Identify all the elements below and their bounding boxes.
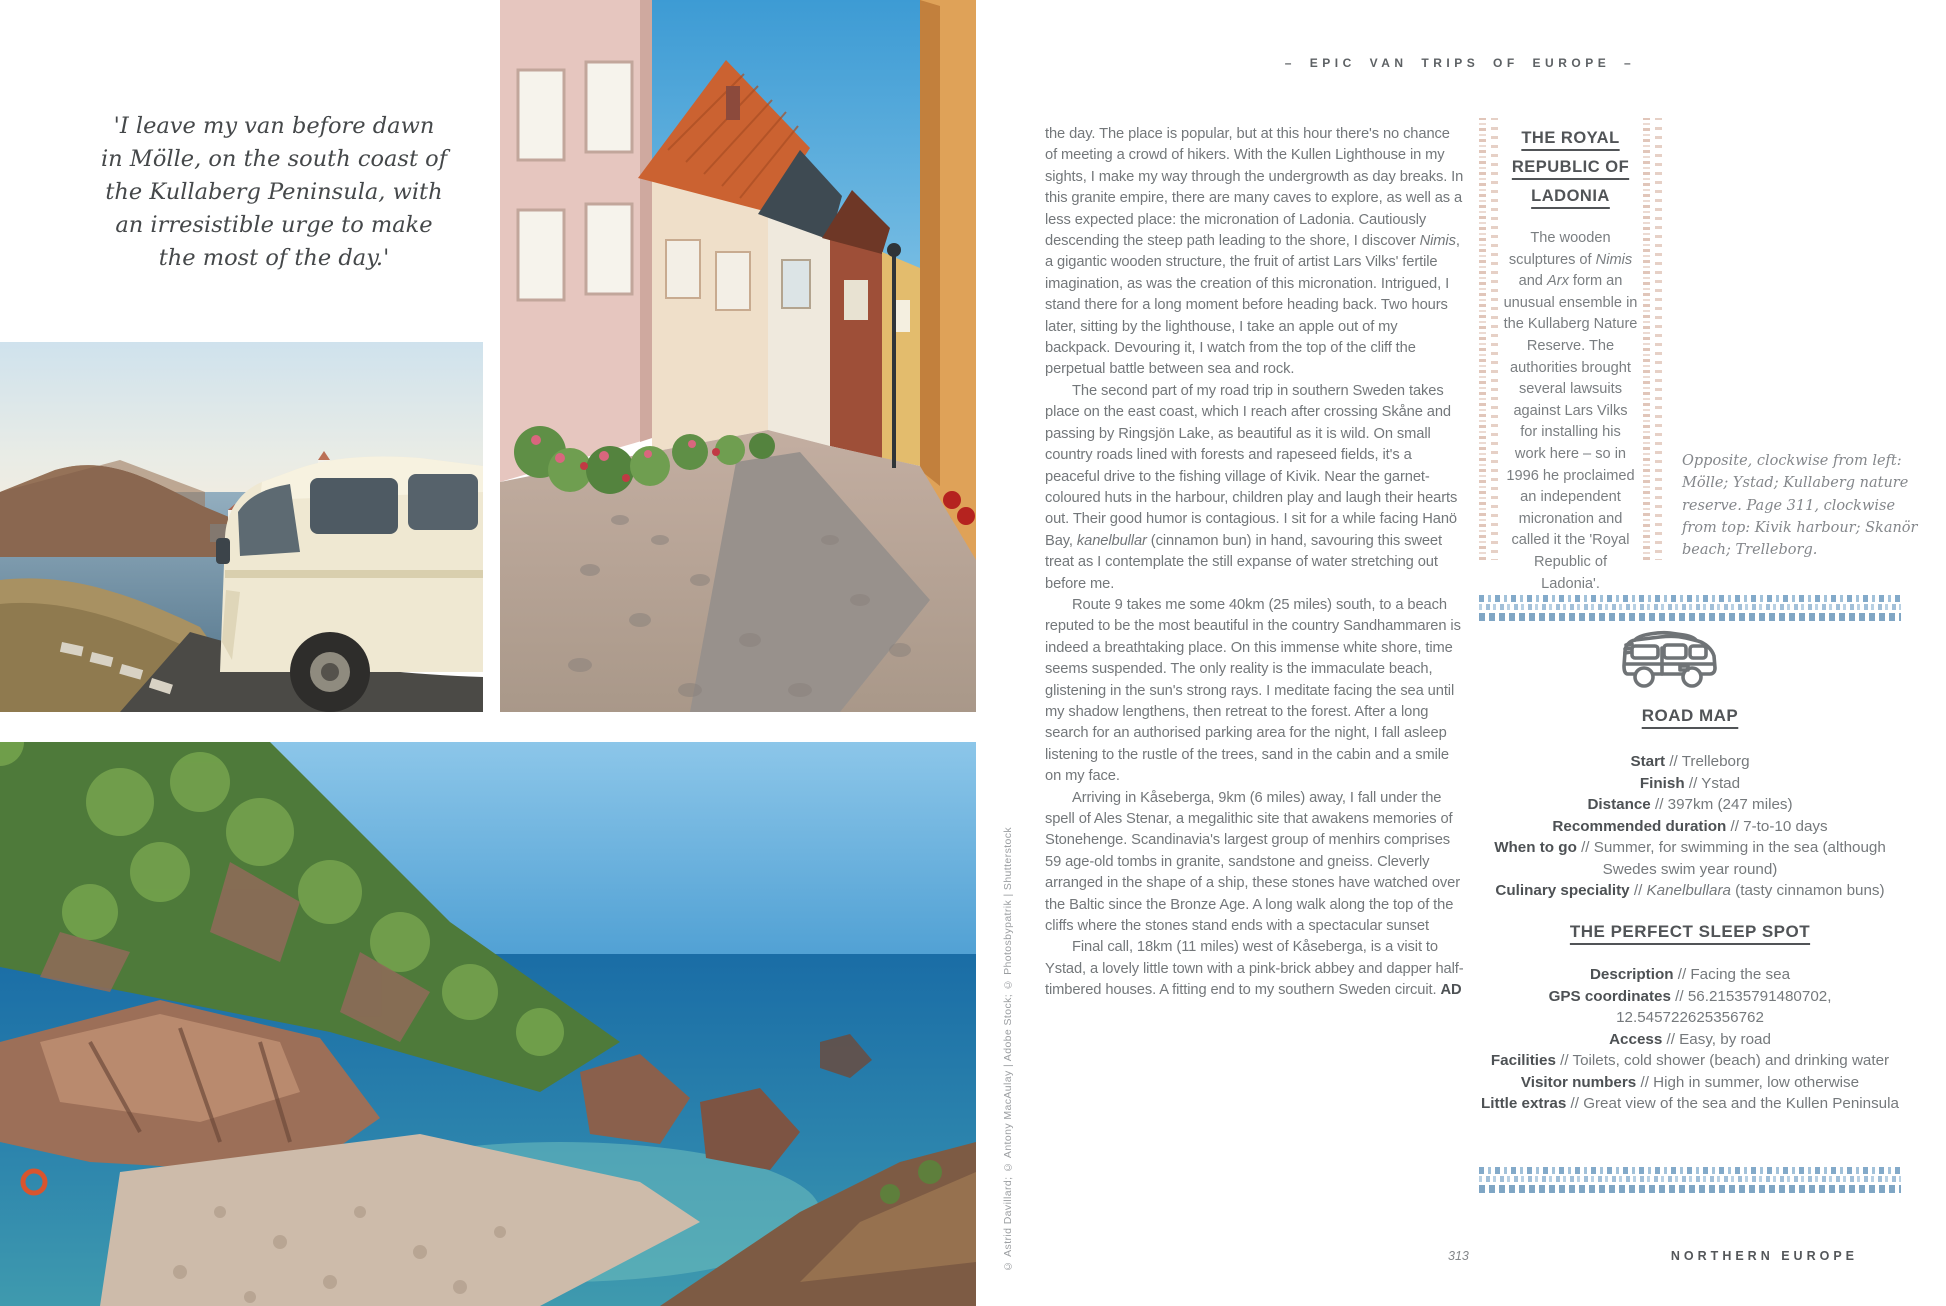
detail-line: Culinary speciality // Kanelbullara (tasty cinnamon buns): [1495, 882, 1885, 899]
roadmap-details: [1477, 751, 1903, 902]
detail-line: Little extras // Great view of the sea and the Kullen Peninsula: [1481, 1095, 1899, 1112]
tire-track-divider-icon: [1479, 594, 1901, 621]
detail-line: Description // Facing the sea: [1589, 966, 1791, 983]
campervan-icon: [1620, 630, 1720, 692]
sleepspot-details: [1477, 964, 1903, 1115]
running-header: – EPIC VAN TRIPS OF EUROPE –: [1284, 56, 1636, 70]
detail-line: Finish // Ystad: [1639, 774, 1741, 792]
detail-line: Start // Trelleborg: [1630, 753, 1750, 770]
article-body: [1045, 124, 1465, 1002]
detail-line: Visitor numbers // High in summer, low otherwise: [1520, 1073, 1860, 1091]
article-paragraph: the day. The place is popular, but at this hour there's no chance of meeting a crowd of hikers. With the Kullen Lighthouse in my sights, I make my way through the undergrowth as day breaks. In this granite empire, there are many caves to explore, as well as a less expected place: the micronation of Ladonia. Cautiously descending the steep path leading to the shore, I discover Nimis, a gigantic wooden structure, the fruit of artist Lars Vilks' fertile imagination, as was the creation of this micronation. Intrigued, I stand there for a long moment before heading back. Two hours later, sitting by the lighthouse, I take an apple out of my backpack. Devouring it, I watch from the top of the cliff the perpetual battle between sea and rock.: [1045, 126, 1464, 378]
sleepspot-title: THE PERFECT SLEEP SPOT: [1569, 922, 1811, 941]
detail-line: Access // Easy, by road: [1609, 1030, 1771, 1048]
ystad-street-illustration: [500, 0, 976, 712]
kullaberg-coast-illustration: [0, 742, 976, 1306]
photo-credit: © Astrid Davillard; © Antony MacAulay | Adobe Stock; © Photosbypatrik | Shutterstock: [1002, 826, 1014, 1272]
tire-track-border-left-icon: [1479, 118, 1498, 560]
photo-kullaberg-coast: [0, 742, 976, 1306]
photo-caption: Opposite, clockwise from left: Mölle; Ystad; Kullaberg nature reserve. Page 311, clockwise from top: Kivik harbour; Skanör beach; Trelleborg.: [1682, 453, 1918, 559]
detail-line: When to go // Summer, for swimming in the sea (although Swedes swim year round): [1494, 839, 1886, 878]
article-paragraph: Final call, 18km (11 miles) west of Kåseberga, is a visit to Ystad, a lovely little town with a pink-brick abbey and dapper half-timbered houses. A fitting end to my southern Sweden circuit. AD: [1045, 939, 1464, 999]
pull-quote: 'I leave my van before dawn in Mölle, on the south coast of the Kullaberg Peninsula, with an irresistible urge to make the most of the day.': [100, 113, 448, 271]
roadmap-title: ROAD MAP: [1641, 706, 1739, 725]
ladonia-title: THE ROYAL REPUBLIC OF LADONIA: [1511, 129, 1630, 205]
photo-ystad-street: [500, 0, 976, 712]
molle-coast-illustration: [0, 342, 483, 712]
photo-molle-coast-van: [0, 342, 483, 712]
page-number: 313: [1448, 1249, 1469, 1263]
ladonia-sidebar: [1479, 118, 1662, 592]
detail-line: GPS coordinates // 56.21535791480702, 12.545722625356762: [1548, 987, 1832, 1026]
ladonia-body: The wooden sculptures of Nimis and Arx form an unusual ensemble in the Kullaberg Nature Reserve. The authorities brought several lawsuits against Lars Vilks for installing his work here – so in 1996 he proclaimed an independent micronation and called it the 'Royal Republic of Ladonia'.: [1503, 230, 1638, 592]
article-paragraph: Arriving in Kåseberga, 9km (6 miles) away, I fall under the spell of Ales Stenar, a megalithic site that awakens memories of Stonehenge. Scandinavia's largest group of menhirs comprises 59 age-old tombs in granite, sandstone and gneiss. Cleverly arranged in the shape of a ship, these stones have watched over the Baltic since the Bronze Age. A long walk along the top of the cliffs where the stones stand ends with a spectacular sunset: [1045, 789, 1461, 935]
article-paragraph: The second part of my road trip in southern Sweden takes place on the east coast, which I reach after crossing Skåne and passing by Ringsjön Lake, as beautiful as it is wild. On small country roads lined with forests and rapeseed fields, it's a peaceful drive to the fishing village of Kivik. Near the garnet-coloured huts in the harbour, children play and laugh their hearts out. Their good humor is contagious. I sit for a while facing Hanö Bay, kanelbullar (cinnamon bun) in hand, savouring this sweet treat as I contemplate the still expanse of water stretching out before me.: [1045, 382, 1458, 592]
tire-track-divider-icon: [1479, 1166, 1901, 1193]
tire-track-border-right-icon: [1643, 118, 1662, 560]
detail-line: Recommended duration // 7-to-10 days: [1552, 817, 1828, 835]
article-paragraph: Route 9 takes me some 40km (25 miles) south, to a beach reputed to be the most beautiful in the country Sandhammaren is indeed a breathtaking place. On this immense white shore, time seems suspended. The only reality is the immaculate beach, glistening in the sun's strong rays. I meditate facing the sea until my shadow lengthens, then retreat to the forest. After a long search for an authorised parking area for the night, I fall asleep listening to the rustle of the trees, sand in the cabin and a smile on my face.: [1045, 596, 1461, 785]
detail-line: Distance // 397km (247 miles): [1587, 796, 1793, 813]
detail-line: Facilities // Toilets, cold shower (beach) and drinking water: [1490, 1052, 1890, 1069]
section-title: NORTHERN EUROPE: [1670, 1249, 1858, 1263]
